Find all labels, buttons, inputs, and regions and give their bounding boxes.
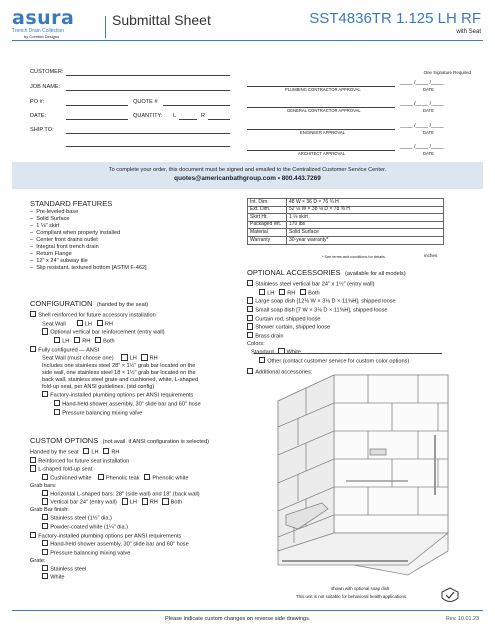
checkbox-rh[interactable] bbox=[97, 320, 103, 326]
quote-label: QUOTE # bbox=[133, 99, 158, 105]
checkbox[interactable] bbox=[42, 498, 48, 504]
configuration-section bbox=[30, 293, 201, 417]
spec-value: 1 ⅛ skirt bbox=[287, 214, 444, 222]
checkbox-lh[interactable] bbox=[77, 320, 83, 326]
spec-label: Ext. Dim. bbox=[248, 206, 287, 214]
revision-label: Rev. 10.01.23 bbox=[445, 616, 479, 622]
checkbox[interactable] bbox=[42, 391, 48, 397]
custom-heading: CUSTOM OPTIONS bbox=[30, 436, 99, 445]
customer-label: CUSTOMER: bbox=[30, 69, 64, 75]
spec-value: 52 ⅛ W × 38 ⅛ D × 78 ⅜ H bbox=[287, 206, 444, 214]
certification-icon bbox=[440, 586, 460, 606]
checkbox[interactable] bbox=[259, 357, 265, 363]
logo-subtagline: by Comfort Designs bbox=[24, 34, 60, 39]
image-caption: shown with optional soap dish bbox=[331, 586, 390, 591]
option-shower-curtain[interactable]: Shower curtain, shipped loose bbox=[247, 323, 409, 332]
checkbox[interactable] bbox=[247, 315, 253, 321]
list-item: – Slip resistant, textured bottom [ASTM F-462] bbox=[30, 265, 147, 271]
option-small-soap-dish[interactable]: Small soap dish [7 W × 3⅛ D × 11⅝H], shipped loose bbox=[247, 306, 409, 315]
config-shell-reinforced[interactable]: Shell reinforced for future accessory installation bbox=[30, 311, 201, 320]
configuration-heading-note: (handed by the seat) bbox=[96, 302, 149, 308]
checkbox-lh[interactable] bbox=[54, 337, 60, 343]
custom-grate-ss[interactable]: Stainless steel bbox=[30, 565, 209, 574]
quote-field[interactable] bbox=[163, 105, 230, 106]
logo-wordmark: asura bbox=[12, 7, 75, 29]
checkbox[interactable] bbox=[30, 457, 36, 463]
optional-heading: OPTIONAL ACCESSORIES bbox=[247, 268, 341, 277]
checkbox[interactable] bbox=[42, 540, 48, 546]
option-vertical-bar[interactable]: Stainless steel vertical bar 24" x 1½" (entry wall) bbox=[247, 280, 409, 289]
checkbox-both[interactable] bbox=[162, 498, 168, 504]
custom-options-section bbox=[30, 430, 209, 582]
color-options: Standard White bbox=[251, 349, 301, 356]
checkbox-phenolic-teak[interactable] bbox=[98, 474, 104, 480]
plumbing-date[interactable]: ____ /____ /____ bbox=[400, 80, 444, 86]
architect-date[interactable]: ____ /____ /____ bbox=[400, 144, 444, 150]
order-banner bbox=[12, 162, 483, 189]
logo-tagline: Trench Drain Collection bbox=[12, 28, 65, 34]
custom-hand-held[interactable]: Hand-held shower assembly, 30" slide bar and 60" hose bbox=[30, 540, 209, 549]
checkbox[interactable] bbox=[30, 465, 36, 471]
table-row bbox=[248, 221, 444, 229]
standard-features-list bbox=[30, 209, 147, 272]
engineer-approval-label: ENGINEER APPROVAL bbox=[300, 130, 346, 135]
configuration-heading: CONFIGURATION bbox=[30, 299, 93, 308]
brand-logo bbox=[12, 8, 74, 40]
plumbing-approval-label: PLUMBING CONTRACTOR APPROVAL bbox=[285, 87, 361, 92]
spec-footnote: * See terms and conditions for details bbox=[322, 255, 385, 259]
date-field[interactable] bbox=[66, 119, 128, 120]
po-field[interactable] bbox=[66, 105, 128, 106]
checkbox-lh[interactable] bbox=[121, 354, 127, 360]
checkbox-lh[interactable] bbox=[122, 498, 128, 504]
spec-label: Warranty bbox=[248, 236, 287, 244]
additional-accessories[interactable]: Additional accessories: bbox=[247, 368, 409, 377]
option-vertical-bar-hand: LH RH Both bbox=[247, 289, 409, 298]
custom-horizontal-bars[interactable]: Horizontal L-shaped bars: 28" (side wall) and 18" (back wall) bbox=[30, 490, 209, 499]
ship-to-label: SHIP TO: bbox=[30, 127, 54, 133]
color-other[interactable]: Other (contact customer service for custom color options) bbox=[247, 357, 409, 366]
footer-rule bbox=[12, 610, 483, 611]
architect-approval-label: ARCHITECT APPROVAL bbox=[298, 151, 346, 156]
job-name-label: JOB NAME: bbox=[30, 84, 61, 90]
checkbox-rh[interactable] bbox=[279, 289, 285, 295]
engineer-date-label: DATE bbox=[423, 130, 434, 135]
list-item: – 12" x 24" subway tile bbox=[30, 258, 88, 264]
shower-illustration bbox=[258, 365, 463, 580]
checkbox[interactable] bbox=[42, 565, 48, 571]
image-disclaimer: This unit is not suitable for behavioral health applications. bbox=[296, 594, 408, 599]
config-includes: side wall, one stainless steel 18 × 1½" grab bar located on the bbox=[42, 370, 196, 377]
config-factory-plumbing[interactable]: Factory-installed plumbing options per ANSI requirements bbox=[30, 391, 201, 400]
spec-units: inches bbox=[424, 253, 438, 258]
po-label: PO #: bbox=[30, 99, 45, 105]
spec-label: Packaged Wt. bbox=[248, 221, 287, 229]
checkbox[interactable] bbox=[54, 400, 60, 406]
checkbox-rh[interactable] bbox=[103, 448, 109, 454]
customer-field[interactable] bbox=[66, 75, 230, 76]
spec-label: Material bbox=[248, 229, 287, 237]
config-includes: fold-up seat, per ANSI guidelines. (std config) bbox=[42, 384, 155, 391]
config-includes: back wall, stainless steel grate and cushioned, white, L-shaped bbox=[42, 377, 199, 384]
spec-value: 30-year warranty* bbox=[287, 236, 444, 244]
table-row bbox=[248, 214, 444, 222]
spec-table bbox=[247, 198, 444, 245]
job-name-field[interactable] bbox=[66, 90, 230, 91]
list-item: – Pre-leveled base bbox=[30, 209, 79, 215]
spec-label: Int. Dim. bbox=[248, 199, 287, 207]
custom-vertical-bar: Vertical bar 24" (entry wall) LH RH Both bbox=[30, 498, 209, 507]
list-item: – Integral front trench drain bbox=[30, 244, 99, 250]
list-item: – Return Flange bbox=[30, 251, 72, 257]
page-title: Submittal Sheet bbox=[112, 12, 211, 28]
model-number: SST4836TR 1.125 LH RF bbox=[309, 10, 481, 27]
config-seat-choose: Seat Wall (must choose one) LH RH bbox=[42, 356, 158, 363]
footer-note: Please indicate custom changes on reverse side drawings. bbox=[165, 616, 311, 622]
list-item: – Center front drains outlet bbox=[30, 237, 98, 243]
general-approval-label: GENERAL CONTRACTOR APPROVAL bbox=[287, 108, 361, 113]
date-label: DATE: bbox=[30, 113, 47, 119]
checkbox[interactable] bbox=[42, 514, 48, 520]
custom-reinforced[interactable]: Reinforced for future seat installation bbox=[30, 457, 209, 466]
custom-seat-finish: Cushioned white Phenolic teak Phenolic white bbox=[30, 474, 209, 483]
ship-to-field-2[interactable] bbox=[66, 146, 230, 147]
quantity-r-label: R bbox=[201, 113, 206, 119]
custom-grate-white[interactable]: White bbox=[30, 573, 209, 582]
config-pressure[interactable]: Pressure balancing mixing valve bbox=[30, 409, 201, 418]
checkbox[interactable] bbox=[30, 532, 36, 538]
checkbox[interactable] bbox=[247, 368, 253, 374]
checkbox-both[interactable] bbox=[300, 289, 306, 295]
checkbox[interactable] bbox=[42, 490, 48, 496]
header-rule bbox=[12, 40, 483, 41]
general-date[interactable]: ____ /____ /____ bbox=[400, 101, 444, 107]
custom-grate-label: Grate: bbox=[30, 557, 46, 564]
spec-value: Solid Surface bbox=[287, 229, 444, 237]
checkbox-rh[interactable] bbox=[141, 354, 147, 360]
custom-grab-bars-label: Grab bars: bbox=[30, 482, 57, 489]
table-row bbox=[248, 229, 444, 237]
custom-handed: Handed by the seat LH RH bbox=[30, 449, 120, 456]
checkbox-phenolic-white[interactable] bbox=[144, 474, 150, 480]
architect-date-label: DATE bbox=[423, 151, 434, 156]
checkbox-rh[interactable] bbox=[74, 337, 80, 343]
list-item: – 1 ⅛" skirt bbox=[30, 223, 60, 229]
checkbox[interactable] bbox=[247, 323, 253, 329]
checkbox-cushioned[interactable] bbox=[42, 474, 48, 480]
checkbox[interactable] bbox=[42, 328, 48, 334]
additional-accessories-field[interactable] bbox=[254, 353, 442, 354]
checkbox[interactable] bbox=[54, 409, 60, 415]
checkbox[interactable] bbox=[30, 346, 36, 352]
quantity-l-field[interactable] bbox=[179, 119, 197, 120]
engineer-date[interactable]: ____ /____ /____ bbox=[400, 123, 444, 129]
option-large-soap-dish[interactable]: Large soap dish [12⅛ W × 3⅛ D × 11⅝H], shipped loose bbox=[247, 297, 409, 306]
custom-finish-powder[interactable]: Powder-coated white (1¼" dia.) bbox=[30, 523, 209, 532]
config-optional-vertical-hand: LH RH Both bbox=[30, 337, 201, 346]
model-subtitle: with Seat bbox=[456, 29, 481, 35]
spec-label: Skirt Ht. bbox=[248, 214, 287, 222]
checkbox[interactable] bbox=[247, 280, 253, 286]
checkbox-lh[interactable] bbox=[83, 448, 89, 454]
banner-instruction: To complete your order, this document must be signed and emailed to the Centralized Customer Service Center. bbox=[108, 167, 387, 173]
checkbox[interactable] bbox=[30, 311, 36, 317]
signature-required-note: One Signature Required bbox=[423, 70, 471, 75]
plumbing-date-label: DATE bbox=[423, 87, 434, 92]
checkbox[interactable] bbox=[42, 549, 48, 555]
ship-to-field-1[interactable] bbox=[66, 133, 230, 134]
banner-contact[interactable]: quotes@americanbathgroup.com • 800.443.7269 bbox=[174, 175, 321, 182]
table-row bbox=[248, 206, 444, 214]
checkbox[interactable] bbox=[247, 297, 253, 303]
config-hand-held[interactable]: Hand-held shower assembly, 30" slide bar and 60" hose bbox=[30, 400, 201, 409]
standard-features-heading: STANDARD FEATURES bbox=[30, 199, 113, 208]
list-item: – Solid Surface bbox=[30, 216, 70, 222]
list-item: – Compliant when properly installed bbox=[30, 230, 121, 236]
optional-accessories bbox=[247, 262, 409, 377]
custom-lshaped-seat[interactable]: L-shaped fold-up seat bbox=[30, 465, 209, 474]
checkbox-lh[interactable] bbox=[259, 289, 265, 295]
checkbox[interactable] bbox=[42, 573, 48, 579]
custom-finish-ss[interactable]: Stainless steel (1½" dia.) bbox=[30, 514, 209, 523]
spec-value: 48 W × 36 D × 76 ¾ H bbox=[287, 199, 444, 207]
spec-value: 170 lbs bbox=[287, 221, 444, 229]
custom-factory-plumbing[interactable]: Factory-installed plumbing options per ANSI requirements bbox=[30, 532, 209, 541]
option-brass-drain[interactable]: Brass drain bbox=[247, 332, 409, 341]
custom-heading-note: (not avail. if ANSI configuration is selected) bbox=[102, 439, 209, 445]
checkbox-rh[interactable] bbox=[142, 498, 148, 504]
table-row bbox=[248, 236, 444, 244]
quantity-label: QUANTITY: bbox=[133, 113, 163, 119]
config-fully-configured[interactable]: Fully configured — ANSI bbox=[30, 346, 201, 355]
checkbox[interactable] bbox=[247, 332, 253, 338]
colors-label: Colors: bbox=[247, 340, 265, 347]
option-curtain-rod[interactable]: Curtain rod, shipped loose bbox=[247, 315, 409, 324]
checkbox[interactable] bbox=[42, 523, 48, 529]
custom-grab-finish-label: Grab Bar finish: bbox=[30, 507, 69, 514]
checkbox[interactable] bbox=[247, 306, 253, 312]
quantity-l-label: L bbox=[173, 113, 177, 119]
custom-pressure[interactable]: Pressure balancing mixing valve bbox=[30, 549, 209, 558]
config-includes: Includes one stainless steel 28" × 1½" grab bar located on the bbox=[42, 363, 196, 370]
table-row bbox=[248, 199, 444, 207]
config-seat-wall: Seat Wall LH RH bbox=[42, 321, 113, 328]
header-divider bbox=[105, 16, 106, 38]
quantity-r-field[interactable] bbox=[208, 119, 230, 120]
general-date-label: DATE bbox=[423, 108, 434, 113]
config-optional-vertical[interactable]: Optional vertical bar reinforcement (entry wall) bbox=[30, 328, 201, 337]
checkbox-both[interactable] bbox=[95, 337, 101, 343]
optional-heading-note: (available for all models) bbox=[344, 271, 406, 277]
